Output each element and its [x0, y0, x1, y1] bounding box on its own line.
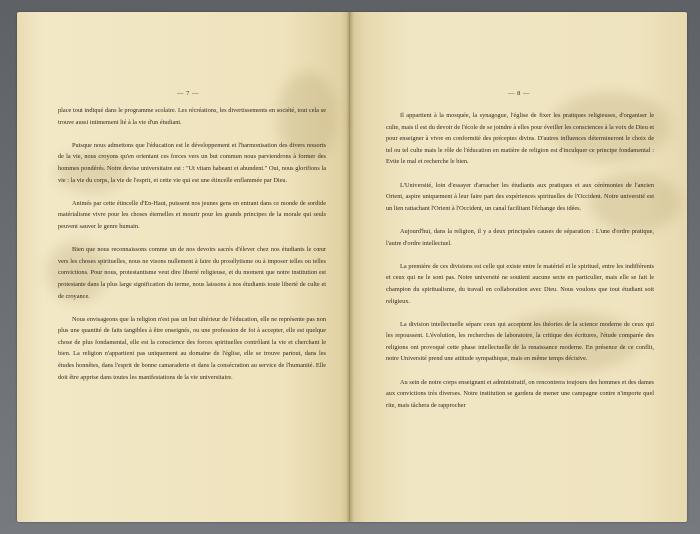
right-page-text	[386, 110, 654, 423]
paragraph: Puisque nous admettons que l'éducation est le développement et l'harmonisation des divers ressorts de la vie, nous croyons qu'en orientant ces forces vers un but commun nous parviendrons à former des hommes pondérés. Notre devise universitaire est : "Ut vitam habeant et abundent." Oui, nous glorifions la vie : la vie du corps, la vie de l'esprit, et cette vie qui est une étincelle enflammée par Dieu.	[58, 141, 326, 184]
paragraph: Aujourd'hui, dans la religion, il y a deux principales causes de séparation : L'une d'ordre pratique, l'autre d'ordre intellectuel.	[386, 227, 654, 247]
paragraph: place tout indiqué dans le programme scolaire. Les récréations, les divertissements en société, tout cela se trouve aussi intimement lié à la vie d'un étudiant.	[58, 107, 326, 126]
paragraph: Bien que nous reconnaissons comme un de nos devoirs sacrés d'élever chez nos étudiants le cœur vers les choses spirituelles, nous ne visons nullement à faire du prosélytisme ou à imposer telles ou telles convictions. Pour nous, protestantisme veut dire liberté religieuse, et du moment que notre institution est protestante dans la plus large signification du terme, nous laissons à nos étudiants toute liberté de culte et de croyance.	[58, 246, 326, 300]
left-page-text	[58, 105, 326, 395]
page-number: — 8 —	[508, 90, 530, 97]
paragraph: Il appartient à la mosquée, la synagogue, l'église de fixer les pratiques religieuses, d'organiser le culte, mais il est du devoir de l'école de se joindre à elles pour éveiller les consciences à la voix de Dieu et pour enseigner à vivre en conformité des préceptes divins. D'autres influences détermineront le choix de tel ou tel culte mais le rôle de l'éducation en matière de religion est d'inculquer ce principe fondamental : Evite le mal et recherche le bien.	[386, 112, 654, 166]
paragraph: Au sein de notre corps enseignant et administratif, on rencontrera toujours des hommes et des dames aux convictions très diverses. Notre institution se gardera de mener une campagne contre n'importe quel rite, mais tâchera de rapprocher	[386, 378, 654, 409]
right-page	[350, 12, 687, 522]
paragraph: La division intellectuelle sépare ceux qui acceptent les théories de la science moderne de ceux qui les repoussent. L'évolution, les recherches de laboratoire, la critique des écritures, l'étude comparée des religions ont provoqué cette phase intellectuelle de la renaissance moderne. En présence de ce conflit, notre Université prend une attitude sympathique, mais en même temps décisive.	[386, 320, 654, 363]
page-number: — 7 —	[177, 90, 199, 97]
paragraph: La première de ces divisions est celle qui existe entre le matériel et le spirituel, entre les indifférents et ceux qui ne le sont pas. Notre université ne soutient aucune secte en particulier, mais elle se fait le champion du spiritualisme, du travail en collaboration avec Dieu. Nous voulons que tout étudiant soit religieux.	[386, 262, 654, 305]
paragraph: Animés par cette étincelle d'En-Haut, puissent nos jeunes gens en entrant dans ce monde de sordide matérialisme vivre pour les choses éternelles et mourir pour les grands principes de la morale qui seuls peuvent sauver le genre humain.	[58, 199, 326, 230]
paragraph: Nous envisageons que la religion n'est pas un but ultérieur de l'éducation, elle ne représente pas non plus une quantité de faits tangibles à être enseignés, ou une profession de foi à accepter, elle est quelque chose de plus fondamental, elle est la conscience des forces spirituelles contrôlant la vie et cherchant le bien. La religion n'appartient pas uniquement au domaine de l'église, elle se trouve partout, dans les études honnêtes, dans l'esprit de bonne camaraderie et dans la consécration au service de l'humanité. Elle doit être apprise dans toutes les manifestations de la vie universitaire.	[58, 315, 326, 381]
left-page	[17, 12, 350, 522]
book-gutter	[346, 12, 354, 522]
paragraph: L'Université, loin d'essayer d'arracher les étudiants aux pratiques et aux cérémonies de l'ancien Orient, aspire uniquement à leur faire part des expériences spirituelles de l'Occident. Notre université est un lien rattachant l'Orient à l'Occident, un canal facilitant l'échange des idées.	[386, 181, 654, 212]
